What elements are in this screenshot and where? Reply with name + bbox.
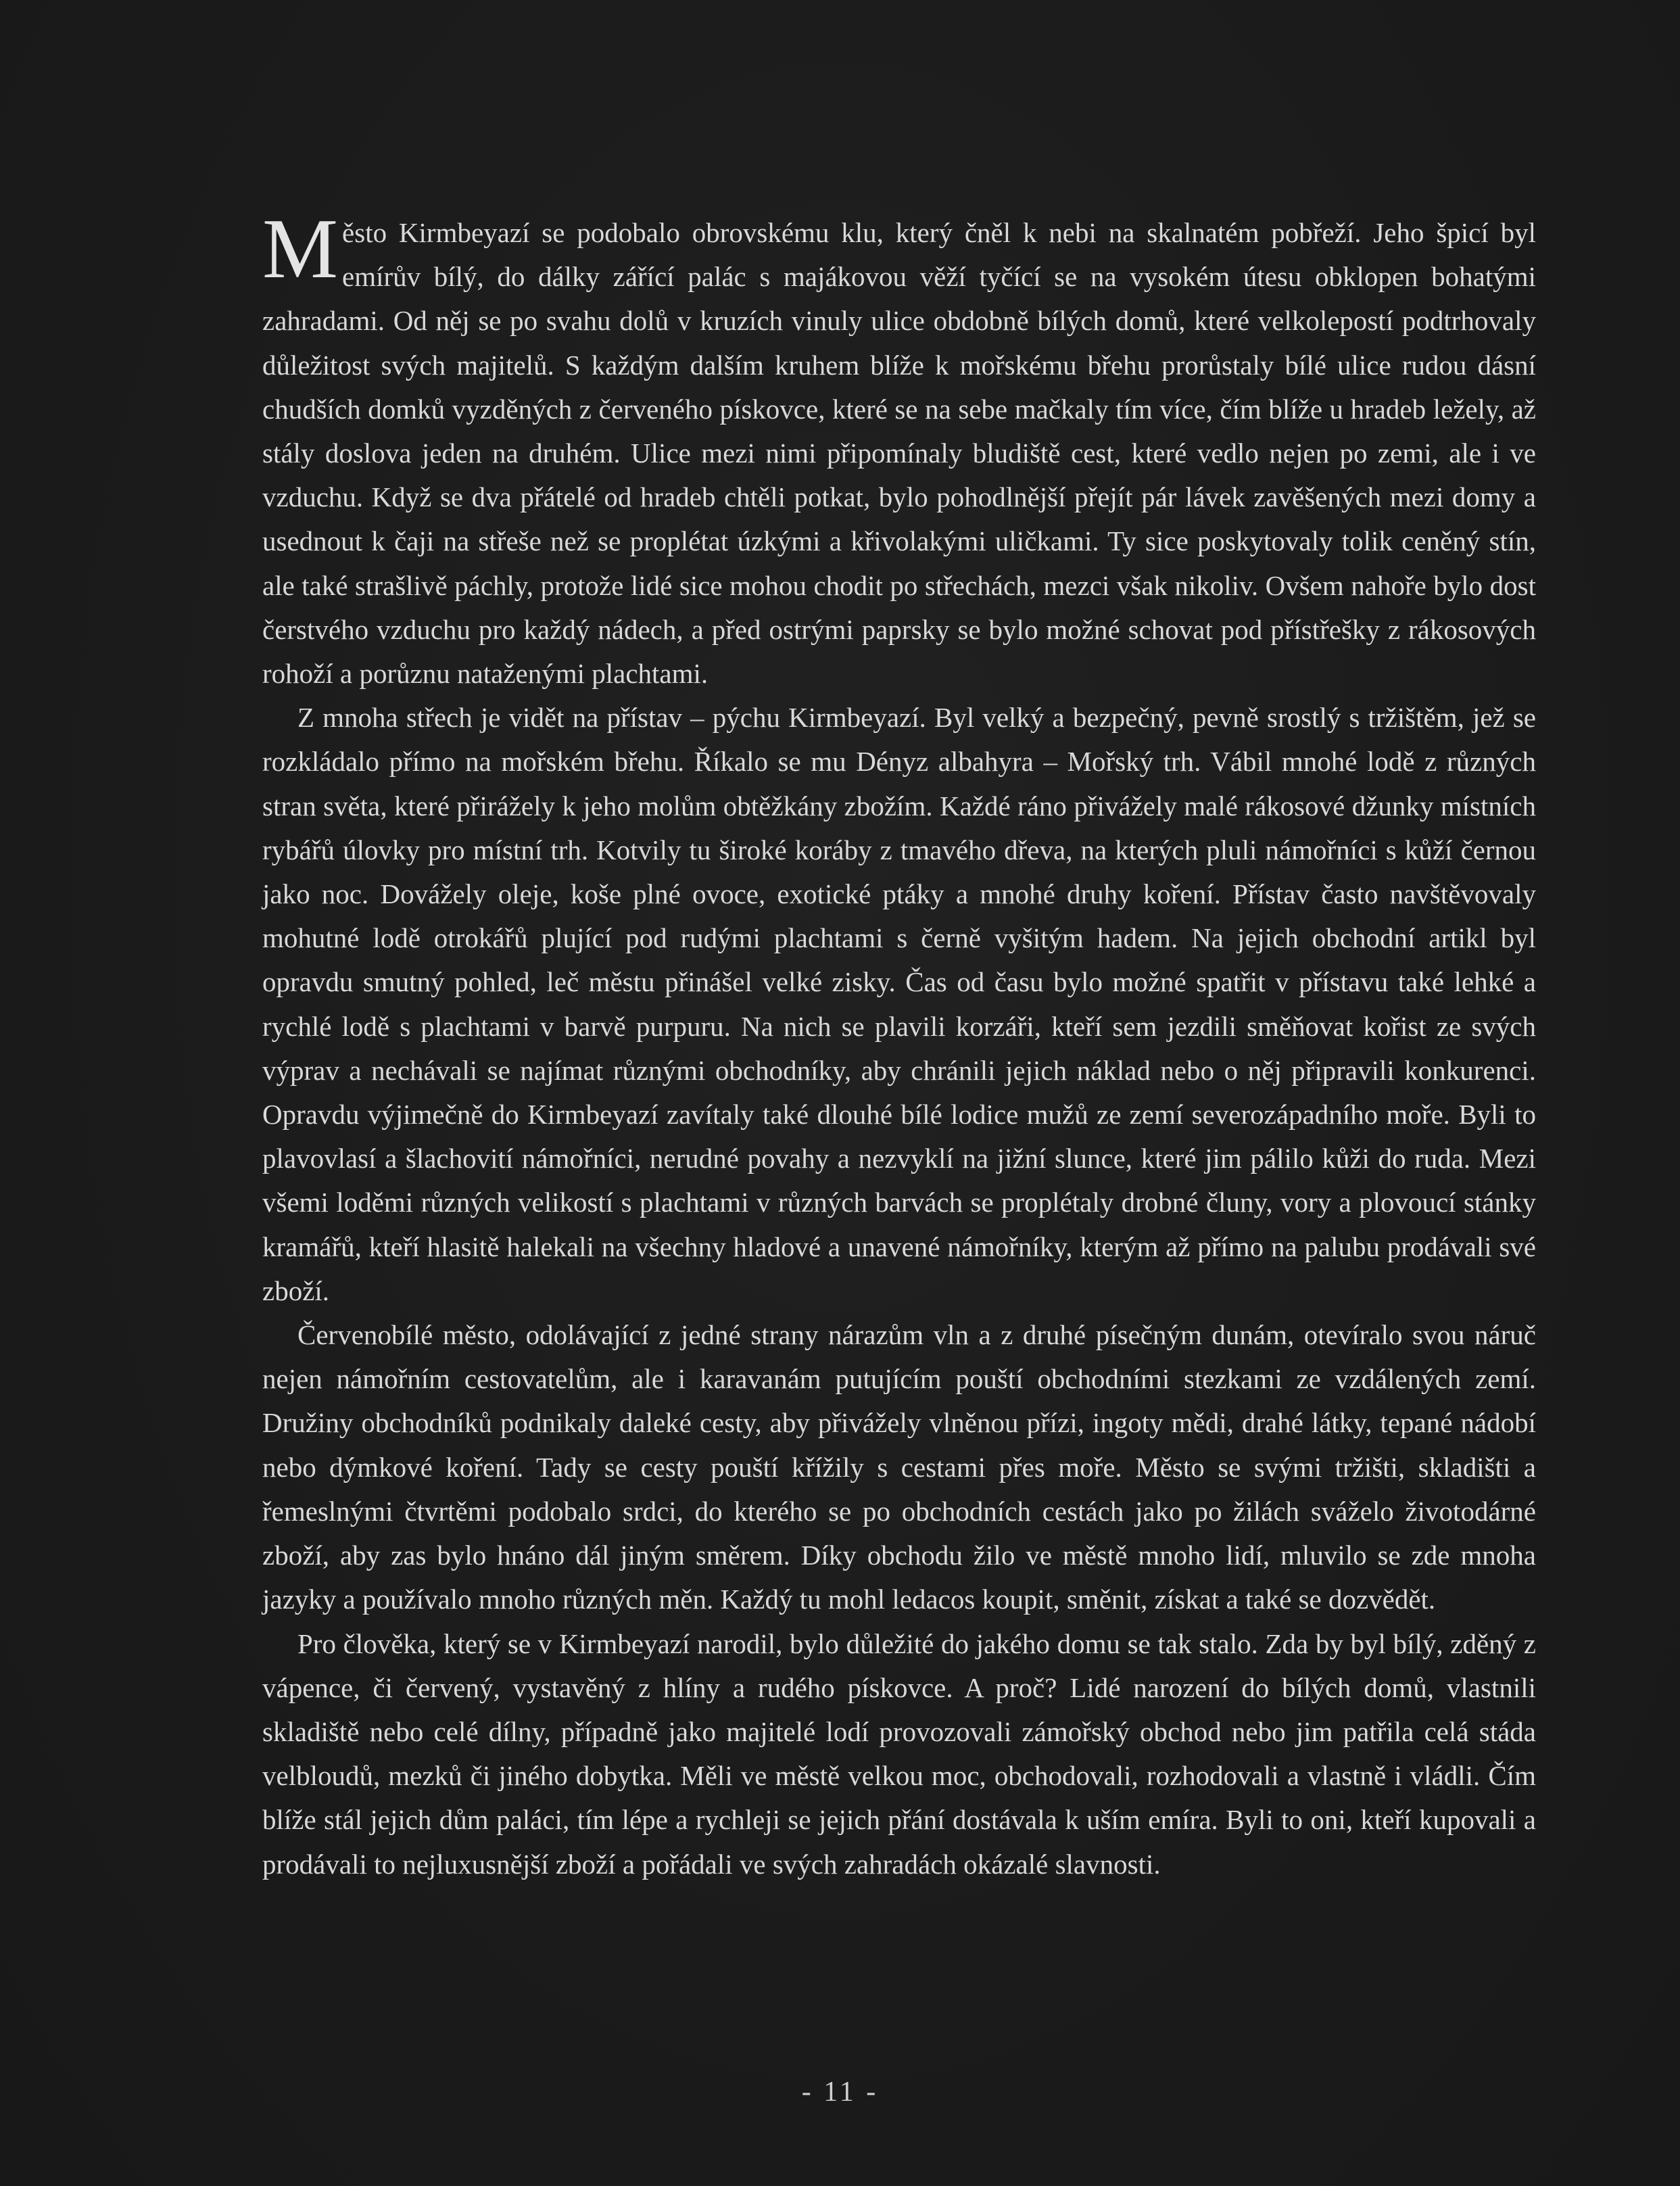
page-content [262,202,1536,2037]
paragraph-1 [262,202,1536,696]
paragraph-1-text: ěsto Kirmbeyazí se podobalo obrovskému klu, který čněl k nebi na skalnatém pobřeží. Jeho špicí byl emírův bílý, do dálky zářící palác s majákovou věží tyčící se na vysokém útesu obklopen bohatými zahradami. Od něj se po svahu dolů v kruzích vinuly ulice obdobně bílých domů, které velkolepostí podtrhovaly důležitost svých majitelů. S každým dalším kruhem blíže k mořskému břehu prorůstaly bílé ulice rudou dásní chudších domků vyzděných z červeného pískovce, které se na sebe mačkaly tím více, čím blíže u hradeb ležely, až stály doslova jeden na druhém. Ulice mezi nimi připomínaly bludiště cest, které vedlo nejen po zemi, ale i ve vzduchu. Když se dva přátelé od hradeb chtěli potkat, bylo pohodlnější přejít pár lávek zavěšených mezi domy a usednout k čaji na střeše než se proplétat úzkými a křivolakými uličkami. Ty sice poskytovaly tolik ceněný stín, ale také strašlivě páchly, protože lidé sice mohou chodit po střechách, mezci však nikoliv. Ovšem nahoře bylo dost čerstvého vzduchu pro každý nádech, a před ostrými paprsky se bylo možné schovat pod přístřešky z rákosových rohoží a porůznu nataženými plachtami. [262,217,1536,690]
page-number: - 11 - [801,2076,879,2108]
drop-cap: M [262,202,339,296]
body-text [262,202,1536,1886]
paragraph-3: Červenobílé město, odolávající z jedné strany nárazům vln a z druhé písečným dunám, otevíralo svou náruč nejen námořním cestovatelům, ale i karavanám putujícím pouští obchodními stezkami ze vzdálených zemí. Družiny obchodníků podnikaly daleké cesty, aby přivážely vlněnou přízi, ingoty mědi, drahé látky, tepané nádobí nebo dýmkové koření. Tady se cesty pouští křížily s cestami přes moře. Město se svými tržišti, skladišti a řemeslnými čtvrtěmi podobalo srdci, do kterého se po obchodních cestách jako po žilách sváželo životodárné zboží, aby zas bylo hnáno dál jiným směrem. Díky obchodu žilo ve městě mnoho lidí, mluvilo se zde mnoha jazyky a používalo mnoho různých měn. Každý tu mohl ledacos koupit, směnit, získat a také se dozvědět. [262,1319,1536,1615]
paragraph-4: Pro člověka, který se v Kirmbeyazí narodil, bylo důležité do jakého domu se tak stalo. Zda by byl bílý, zděný z vápence, či červený, vystavěný z hlíny a rudého pískovce. A proč? Lidé narození do bílých domů, vlastnili skladiště nebo celé dílny, případně jako majitelé lodí provozovali zámořský obchod nebo jim patřila celá stáda velbloudů, mezků či jiného dobytka. Měli ve městě velkou moc, obchodovali, rozhodovali a vlastně i vládli. Čím blíže stál jejich dům paláci, tím lépe a rychleji se jejich přání dostávala k uším emíra. Byli to oni, kteří kupovali a prodávali to nejluxusnější zboží a pořádali ve svých zahradách okázalé slavnosti. [262,1627,1536,1880]
paragraph-2: Z mnoha střech je vidět na přístav – pýchu Kirmbeyazí. Byl velký a bezpečný, pevně srostlý s tržištěm, jež se rozkládalo přímo na mořském břehu. Říkalo se mu Dényz albahyra – Mořský trh. Vábil mnohé lodě z různých stran světa, které přirážely k jeho molům obtěžkány zbožím. Každé ráno přivážely malé rákosové džunky místních rybářů úlovky pro místní trh. Kotvily tu široké koráby z tmavého dřeva, na kterých pluli námořníci s kůží černou jako noc. Dovážely oleje, koše plné ovoce, exotické ptáky a mnohé druhy koření. Přístav často navštěvovaly mohutné lodě otrokářů plující pod rudými plachtami s černě vyšitým hadem. Na jejich obchodní artikl byl opravdu smutný pohled, leč městu přinášel velké zisky. Čas od času bylo možné spatřit v přístavu také lehké a rychlé lodě s plachtami v barvě purpuru. Na nich se plavili korzáři, kteří sem jezdili směňovat kořist ze svých výprav a nechávali se najímat různými obchodníky, aby chránili jejich náklad nebo o něj připravili konkurenci. Opravdu výjimečně do Kirmbeyazí zavítaly také dlouhé bílé lodice mužů ze zemí severozápadního moře. Byli to plavovlasí a šlachovití námořníci, nerudné povahy a nezvyklí na jižní slunce, které jim pálilo kůži do ruda. Mezi všemi loděmi různých velikostí s plachtami v různých barvách se proplétaly drobné čluny, vory a plovoucí stánky kramářů, kteří hlasitě halekali na všechny hladové a unavené námořníky, kterým až přímo na palubu prodávali své zboží. [262,702,1536,1306]
